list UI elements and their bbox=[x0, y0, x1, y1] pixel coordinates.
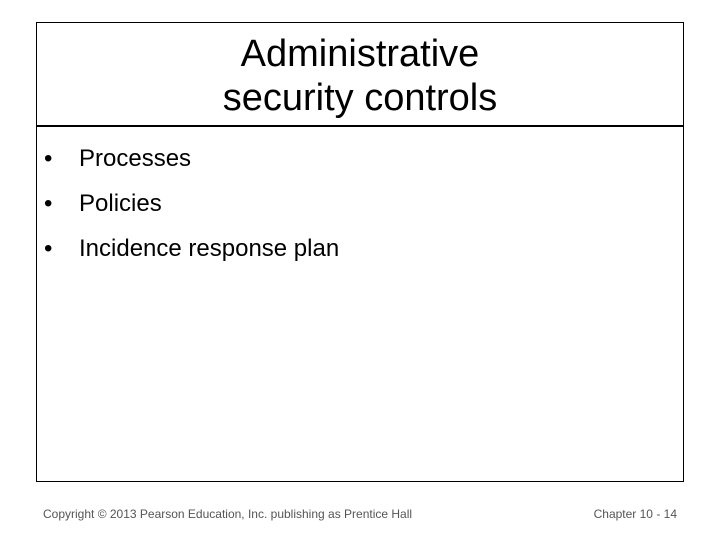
slide-title bbox=[223, 28, 498, 120]
bullet-item bbox=[44, 226, 339, 271]
bullet-icon: • bbox=[44, 190, 53, 217]
bullet-icon: • bbox=[44, 235, 53, 262]
bullet-text: Policies bbox=[79, 190, 162, 217]
slide-title-line-2: security controls bbox=[222, 77, 498, 119]
slide-title-box bbox=[36, 22, 684, 127]
bullet-list bbox=[44, 136, 339, 271]
bullet-text: Processes bbox=[79, 145, 192, 172]
bullet-icon: • bbox=[44, 145, 53, 172]
bullet-item bbox=[44, 181, 339, 226]
slide-title-line-1: Administrative bbox=[240, 33, 480, 75]
footer-copyright: Copyright © 2013 Pearson Education, Inc. publishing as Prentice Hall bbox=[43, 507, 413, 521]
bullet-text: Incidence response plan bbox=[79, 235, 340, 262]
bullet-item bbox=[44, 136, 339, 181]
footer-page-number: Chapter 10 - 14 bbox=[593, 507, 677, 521]
